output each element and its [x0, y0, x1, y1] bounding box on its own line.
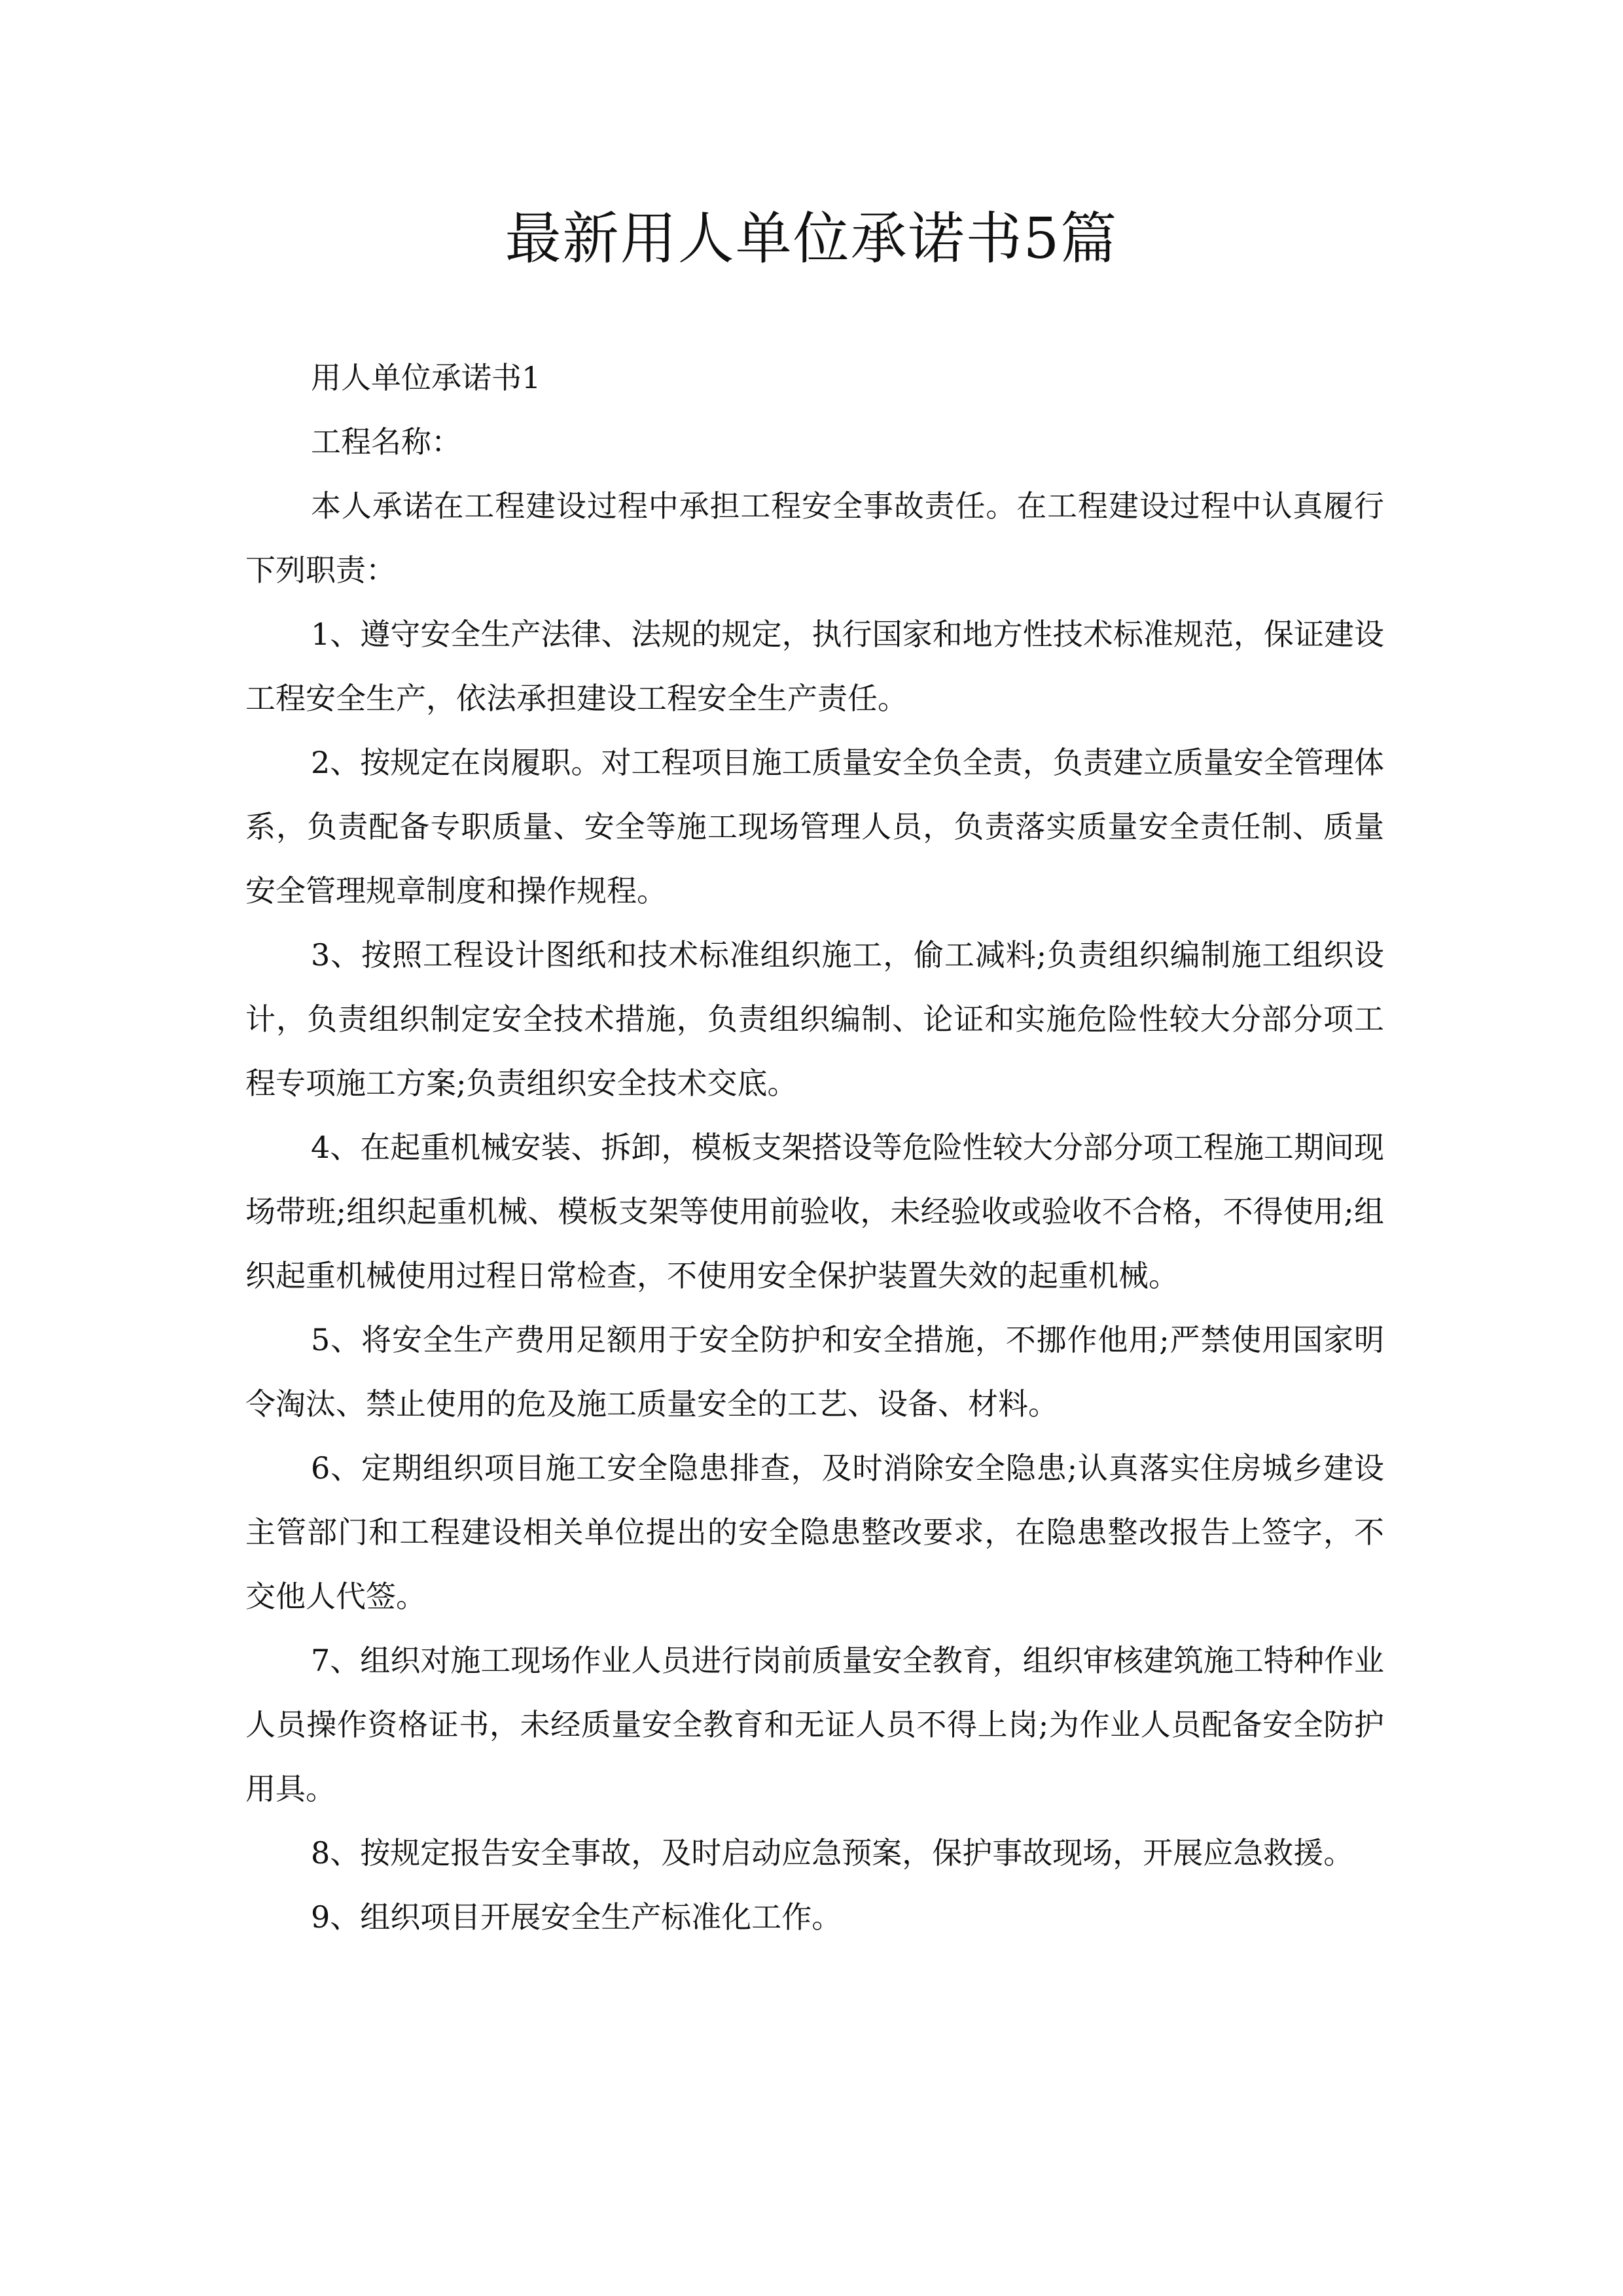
duty-item-9: 9、组织项目开展安全生产标准化工作。 — [311, 1899, 842, 1935]
section-title: 用人单位承诺书1 — [311, 360, 541, 395]
duty-item-8: 8、按规定报告安全事故，及时启动应急预案，保护事故现场，开展应急救援。 — [311, 1835, 1354, 1871]
duty-item-4: 4、在起重机械安装、拆卸，模板支架搭设等危险性较大分部分项工程施工期间现场带班;组织起重机械、模板支架等使用前验收，未经验收或验收不合格，不得使用;组织起重机械使用过程日常检查，不使用安全保护装置失效的起重机械。 — [245, 1130, 1384, 1293]
duty-item-2: 2、按规定在岗履职。对工程项目施工质量安全负全责，负责建立质量安全管理体系，负责配备专职质量、安全等施工现场管理人员，负责落实质量安全责任制、质量安全管理规章制度和操作规程。 — [245, 745, 1384, 908]
duty-item-5: 5、将安全生产费用足额用于安全防护和安全措施，不挪作他用;严禁使用国家明令淘汰、禁止使用的危及施工质量安全的工艺、设备、材料。 — [245, 1322, 1384, 1422]
document-title: 最新用人单位承诺书5篇 — [505, 206, 1118, 272]
intro-paragraph: 本人承诺在工程建设过程中承担工程安全事故责任。在工程建设过程中认真履行下列职责： — [245, 488, 1384, 588]
duty-item-3: 3、按照工程设计图纸和技术标准组织施工，偷工减料;负责组织编制施工组织设计，负责组织制定安全技术措施，负责组织编制、论证和实施危险性较大分部分项工程专项施工方案;负责组织安全技术交底。 — [245, 937, 1384, 1101]
document-body — [245, 346, 1384, 1949]
duty-item-1: 1、遵守安全生产法律、法规的规定，执行国家和地方性技术标准规范，保证建设工程安全生产，依法承担建设工程安全生产责任。 — [245, 617, 1384, 716]
project-name-label: 工程名称： — [311, 424, 461, 459]
duty-item-7: 7、组织对施工现场作业人员进行岗前质量安全教育，组织审核建筑施工特种作业人员操作资格证书，未经质量安全教育和无证人员不得上岗;为作业人员配备安全防护用具。 — [245, 1643, 1384, 1806]
duty-item-6: 6、定期组织项目施工安全隐患排查，及时消除安全隐患;认真落实住房城乡建设主管部门和工程建设相关单位提出的安全隐患整改要求，在隐患整改报告上签字，不交他人代签。 — [245, 1450, 1384, 1614]
